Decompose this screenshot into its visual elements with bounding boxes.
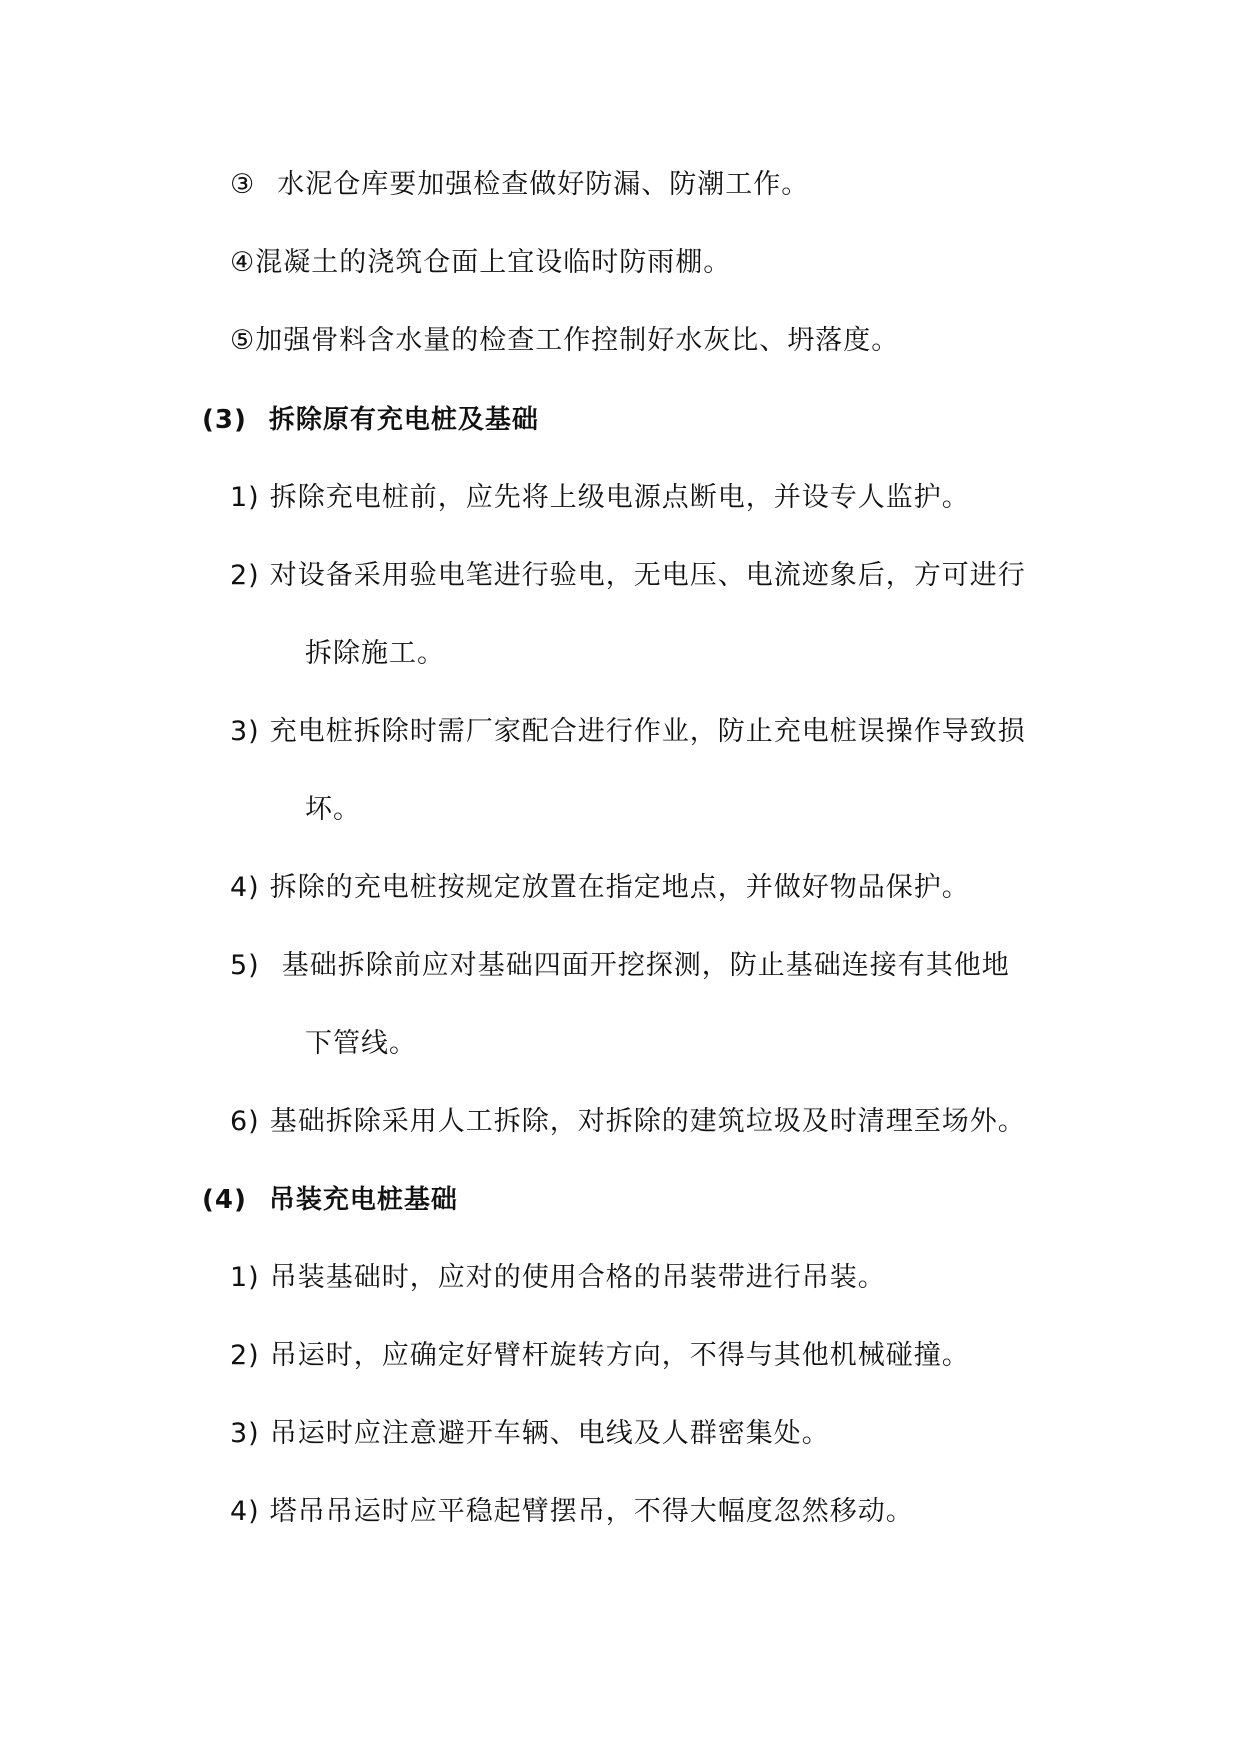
list-item [230, 1492, 914, 1532]
step-text: 基础拆除前应对基础四面开挖探测，防止基础连接有其他地 [281, 950, 1010, 981]
step-marker: 1) [230, 1262, 260, 1293]
step-text: 吊装基础时，应对的使用合格的吊装带进行吊装。 [269, 1262, 886, 1293]
item-marker: ④ [230, 247, 256, 278]
list-item [230, 1102, 1026, 1142]
step-marker: 2) [230, 560, 260, 591]
step-marker: 1) [230, 482, 260, 513]
step-text: 拆除的充电桩按规定放置在指定地点，并做好物品保护。 [269, 872, 970, 903]
section-number: (3) [202, 405, 247, 435]
list-item-continuation [305, 1024, 417, 1064]
item-marker: ③ [230, 169, 256, 200]
step-marker: 4) [230, 872, 260, 903]
step-marker: 6) [230, 1106, 260, 1137]
item-text: 加强骨料含水量的检查工作控制好水灰比、坍落度。 [255, 325, 900, 356]
list-item [230, 478, 970, 518]
step-text: 拆除施工。 [305, 638, 445, 669]
list-item [230, 1414, 830, 1454]
item-text: 混凝土的浇筑仓面上宜设临时防雨棚。 [255, 247, 732, 278]
list-item [230, 712, 1026, 752]
list-item-continuation [305, 634, 445, 674]
step-text: 坏。 [305, 794, 361, 825]
list-item [230, 868, 970, 908]
list-item [230, 556, 1026, 596]
item-marker: ⑤ [230, 325, 256, 356]
list-item-continuation [305, 790, 361, 830]
step-text: 充电桩拆除时需厂家配合进行作业，防止充电桩误操作导致损 [269, 716, 1026, 747]
step-text: 对设备采用验电笔进行验电，无电压、电流迹象后，方可进行 [269, 560, 1026, 591]
step-marker: 5) [230, 950, 260, 981]
step-text: 拆除充电桩前，应先将上级电源点断电，并设专人监护。 [269, 482, 970, 513]
item-text: 水泥仓库要加强检查做好防漏、防潮工作。 [277, 169, 810, 200]
list-item-circled-5 [230, 321, 899, 361]
step-marker: 4) [230, 1496, 260, 1527]
step-text: 吊运时，应确定好臂杆旋转方向，不得与其他机械碰撞。 [269, 1340, 970, 1371]
section-title: 拆除原有充电桩及基础 [268, 405, 539, 435]
section-heading-4 [202, 1180, 458, 1220]
step-text: 吊运时应注意避开车辆、电线及人群密集处。 [269, 1418, 830, 1449]
list-item [230, 1336, 970, 1376]
list-item-circled-4 [230, 243, 731, 283]
list-item [230, 946, 1010, 986]
section-heading-3 [202, 400, 539, 440]
step-marker: 2) [230, 1340, 260, 1371]
step-text: 下管线。 [305, 1028, 417, 1059]
step-marker: 3) [230, 1418, 260, 1449]
section-number: (4) [202, 1185, 247, 1215]
section-title: 吊装充电桩基础 [268, 1185, 458, 1215]
list-item [230, 1258, 886, 1298]
step-text: 基础拆除采用人工拆除，对拆除的建筑垃圾及时清理至场外。 [269, 1106, 1026, 1137]
list-item-circled-3 [230, 165, 809, 205]
step-marker: 3) [230, 716, 260, 747]
step-text: 塔吊吊运时应平稳起臂摆吊，不得大幅度忽然移动。 [269, 1496, 914, 1527]
